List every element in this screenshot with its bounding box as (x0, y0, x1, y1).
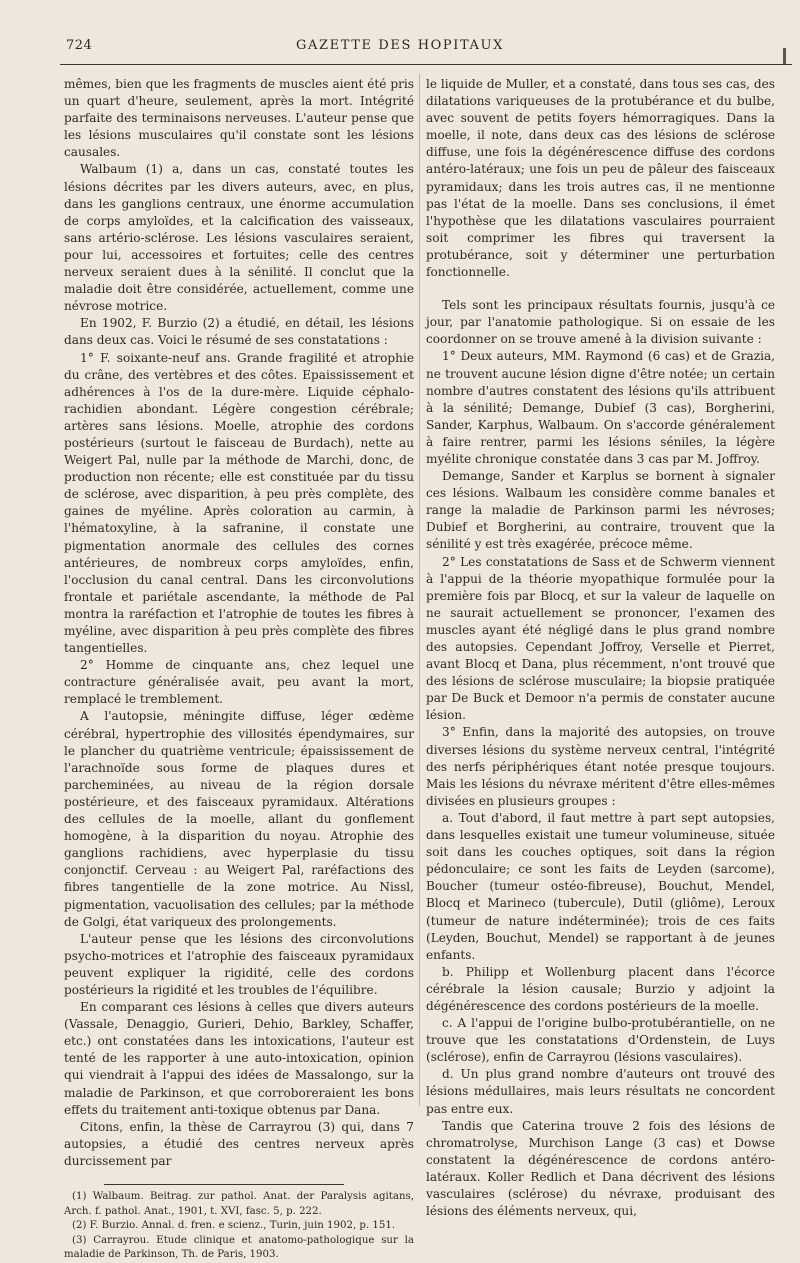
paragraph: b. Philipp et Wollenburg placent dans l'écorce cérébrale la lésion causale; Burzio y adjoint la dégénérescence des cordons postérieurs de la moelle. (426, 964, 775, 1013)
paragraph: le liquide de Muller, et a constaté, dans tous ses cas, des dilatations variqueuses de la protubérance et du bulbe, avec souvent de petits foyers hémorragiques. Dans la moelle, il note, dans deux cas des lésions de sclérose diffuse, une fois la dégénérescence diffuse des cordons antéro-latéraux; une fois un peu de pâleur des faisceaux pyramidaux; dans les trois autres cas, il ne mentionne pas l'état de la moelle. Dans ses conclusions, il émet l'hypothèse que les dilatations vasculaires pourraient soit comprimer les fibres qui traversent la protubérance, soit y déterminer une perturbation fonctionnelle. (426, 77, 775, 280)
paragraph: 2° Homme de cinquante ans, chez lequel une contracture généralisée avait, peu avant la mort, remplacé le tremblement. (64, 658, 414, 707)
paragraph: mêmes, bien que les fragments de muscles aient été pris un quart d'heure, seulement, après la mort. Intégrité parfaite des terminaisons nerveuses. L'auteur pense que les lésions musculaires qu'il constate sont les lésions causales. (64, 77, 414, 160)
paragraph: d. Un plus grand nombre d'auteurs ont trouvé des lésions médullaires, mais leurs résultats ne concordent pas entre eux. (426, 1067, 775, 1116)
footnote-rule (104, 1184, 344, 1185)
paragraph: Citons, enfin, la thèse de Carrayrou (3) qui, dans 7 autopsies, a étudié des centres nerveux après durcissement par (64, 1119, 414, 1168)
paragraph: 2° Les constatations de Sass et de Schwerm viennent à l'appui de la théorie myopathique formulée pour la première fois par Blocq, et sur la valeur de laquelle on ne saurait actuellement se prononcer, l'examen des muscles ayant été négligé dans le plus grand nombre des autopsies. Cependant Joffroy, Verselle et Pierret, avant Blocq et Dana, plus récemment, n'ont trouvé que des lésions de sclérose musculaire; la biopsie pratiquée par De Buck et Demoor n'a permis de constater aucune lésion. (426, 554, 775, 723)
paragraph: En 1902, F. Burzio (2) a étudié, en détail, les lésions dans deux cas. Voici le résumé de ses constatations : (64, 316, 414, 348)
left-column (64, 76, 414, 1263)
edge-mark (783, 48, 786, 64)
paragraph: L'auteur pense que les lésions des circonvolutions psycho-motrices et l'atrophie des faisceaux pyramidaux peuvent expliquer la rigidité, celle des cordons postérieurs la rigidité et les troubles de l'équilibre. (64, 931, 414, 997)
paragraph: Tandis que Caterina trouve 2 fois des lésions de chromatrolyse, Murchison Lange (3 cas) et Dowse constatent la dégénérescence de cordons antéro-latéraux. Koller Redlich et Dana décrivent des lésions vasculaires (sclérose) du névraxe, produisant des lésions des éléments nerveux, qui, (426, 1118, 775, 1219)
header-rule (60, 64, 792, 65)
paragraph: 3° Enfin, dans la majorité des autopsies, on trouve diverses lésions du système nerveux central, l'intégrité des nerfs périphériques étant notée presque toujours. Mais les lésions du névraxe méritent d'être elles-mêmes divisées en plusieurs groupes : (426, 725, 775, 808)
paragraph: A l'autopsie, méningite diffuse, léger œdème cérébral, hypertrophie des villosités épendymaires, sur le plancher du quatrième ventricule; épaississement de l'arachnoïde sous forme de plaques dures et parcheminées, au niveau de la région dorsale postérieure, et des faisceaux pyramidaux. Altérations des cellules de la moelle, allant du gonflement homogène, à la disparition du noyau. Atrophie des ganglions rachidiens, avec hyperplasie du tissu conjonctif. Cerveau : au Weigert Pal, raréfactions des fibres tangentielle de la zone motrice. Au Nissl, pigmentation, vacuolisation des cellules; par la méthode de Golgi, état variqueux des prolongements. (64, 709, 414, 929)
footnotes (64, 1184, 414, 1263)
page-number: 724 (66, 38, 93, 53)
running-head (0, 38, 800, 58)
footnote: (2) F. Burzio. Annal. d. fren. e scienz., Turin, juin 1902, p. 151. (72, 1220, 396, 1232)
paragraph: En comparant ces lésions à celles que divers auteurs (Vassale, Denaggio, Gurieri, Dehio, Barkley, Schaffer, etc.) ont constatées dans les intoxications, l'auteur est tenté de les rapporter à une auto-intoxication, opinion qui viendrait à l'appui des idées de Massalongo, sur la maladie de Parkinson, et que corroboreraient les bons effets du traitement anti-toxique obtenus par Dana. (64, 1000, 414, 1117)
paragraph: Demange, Sander et Karplus se bornent à signaler ces lésions. Walbaum les considère comme banales et range la maladie de Parkinson parmi les névroses; Dubief et Borgherini, au contraire, trouvent que la sénilité y est très exagérée, précoce même. (426, 469, 775, 552)
paragraph: Tels sont les principaux résultats fournis, jusqu'à ce jour, par l'anatomie pathologique. Si on essaie de les coordonner on se trouve amené à la division suivante : (426, 298, 775, 347)
footnote: (3) Carrayrou. Etude clinique et anatomo-pathologique sur la maladie de Parkinson, Th. de Paris, 1903. (64, 1234, 414, 1261)
column-divider (419, 74, 420, 1106)
paragraph: c. A l'appui de l'origine bulbo-protubérantielle, on ne trouve que les constatations d'Ordenstein, de Luys (sclérose), enfin de Carrayrou (lésions vasculaires). (426, 1016, 775, 1065)
journal-title: GAZETTE DES HOPITAUX (296, 38, 504, 53)
paragraph: a. Tout d'abord, il faut mettre à part sept autopsies, dans lesquelles existait une tumeur volumineuse, située soit dans les couches optiques, soit dans la région pédonculaire; ce sont les faits de Leyden (sarcome), Boucher (tumeur ostéo-fibreuse), Bouchut, Mendel, Blocq et Marineco (tubercule), Dutil (gliôme), Leroux (tumeur de nature indéterminée); trois de ces faits (Leyden, Bouchut, Mendel) se rapportant à de jeunes enfants. (426, 810, 775, 962)
footnote: (1) Walbaum. Beitrag. zur pathol. Anat. der Paralysis agitans, Arch. f. pathol. Anat., 1901, t. XVI, fasc. 5, p. 222. (64, 1191, 414, 1217)
paragraph: 1° F. soixante-neuf ans. Grande fragilité et atrophie du crâne, des vertèbres et des côtes. Epaississement et adhérences à l'os de la dure-mère. Liquide céphalo-rachidien abondant. Légère congestion cérébrale; artères sans lésions. Moelle, atrophie des cordons postérieurs (surtout le faisceau de Burdach), nette au Weigert Pal, nulle par la méthode de Marchi, donc, de production non récente; elle est constituée par du tissu de sclérose, avec disparition, à peu près complète, des gaines de myéline. Après coloration au carmin, à l'hématoxyline, à la safranine, il constate une pigmentation anormale des cellules des cornes antérieures, de nombreux corps amyloïdes, enfin, l'occlusion du canal central. Dans les circonvolutions frontale et pariétale ascendante, la méthode de Pal montra la raréfaction et l'atrophie de toutes les fibres à myéline, avec disparition à peu près complète des fibres tangentielles. (64, 350, 414, 656)
right-column (426, 76, 775, 1220)
paragraph: Walbaum (1) a, dans un cas, constaté toutes les lésions décrites par les divers auteurs, avec, en plus, dans les ganglions centraux, une énorme accumulation de corps amyloïdes, et la calcification des vaisseaux, sans artério-sclérose. Les lésions vasculaires seraient, pour lui, accessoires et fortuites; celle des centres nerveux seraient dues à la sénilité. Il conclut que la maladie doit être considérée, actuellement, comme une névrose motrice. (64, 162, 414, 314)
paragraph: 1° Deux auteurs, MM. Raymond (6 cas) et de Grazia, ne trouvent aucune lésion digne d'être notée; un certain nombre d'autres constatent des lésions qu'ils attribuent à la sénilité; Demange, Dubief (3 cas), Borgherini, Sander, Karphus, Walbaum. On s'accorde généralement à faire rentrer, parmi les lésions séniles, la légère myélite chronique constatée dans 3 cas par M. Joffroy. (426, 349, 775, 466)
